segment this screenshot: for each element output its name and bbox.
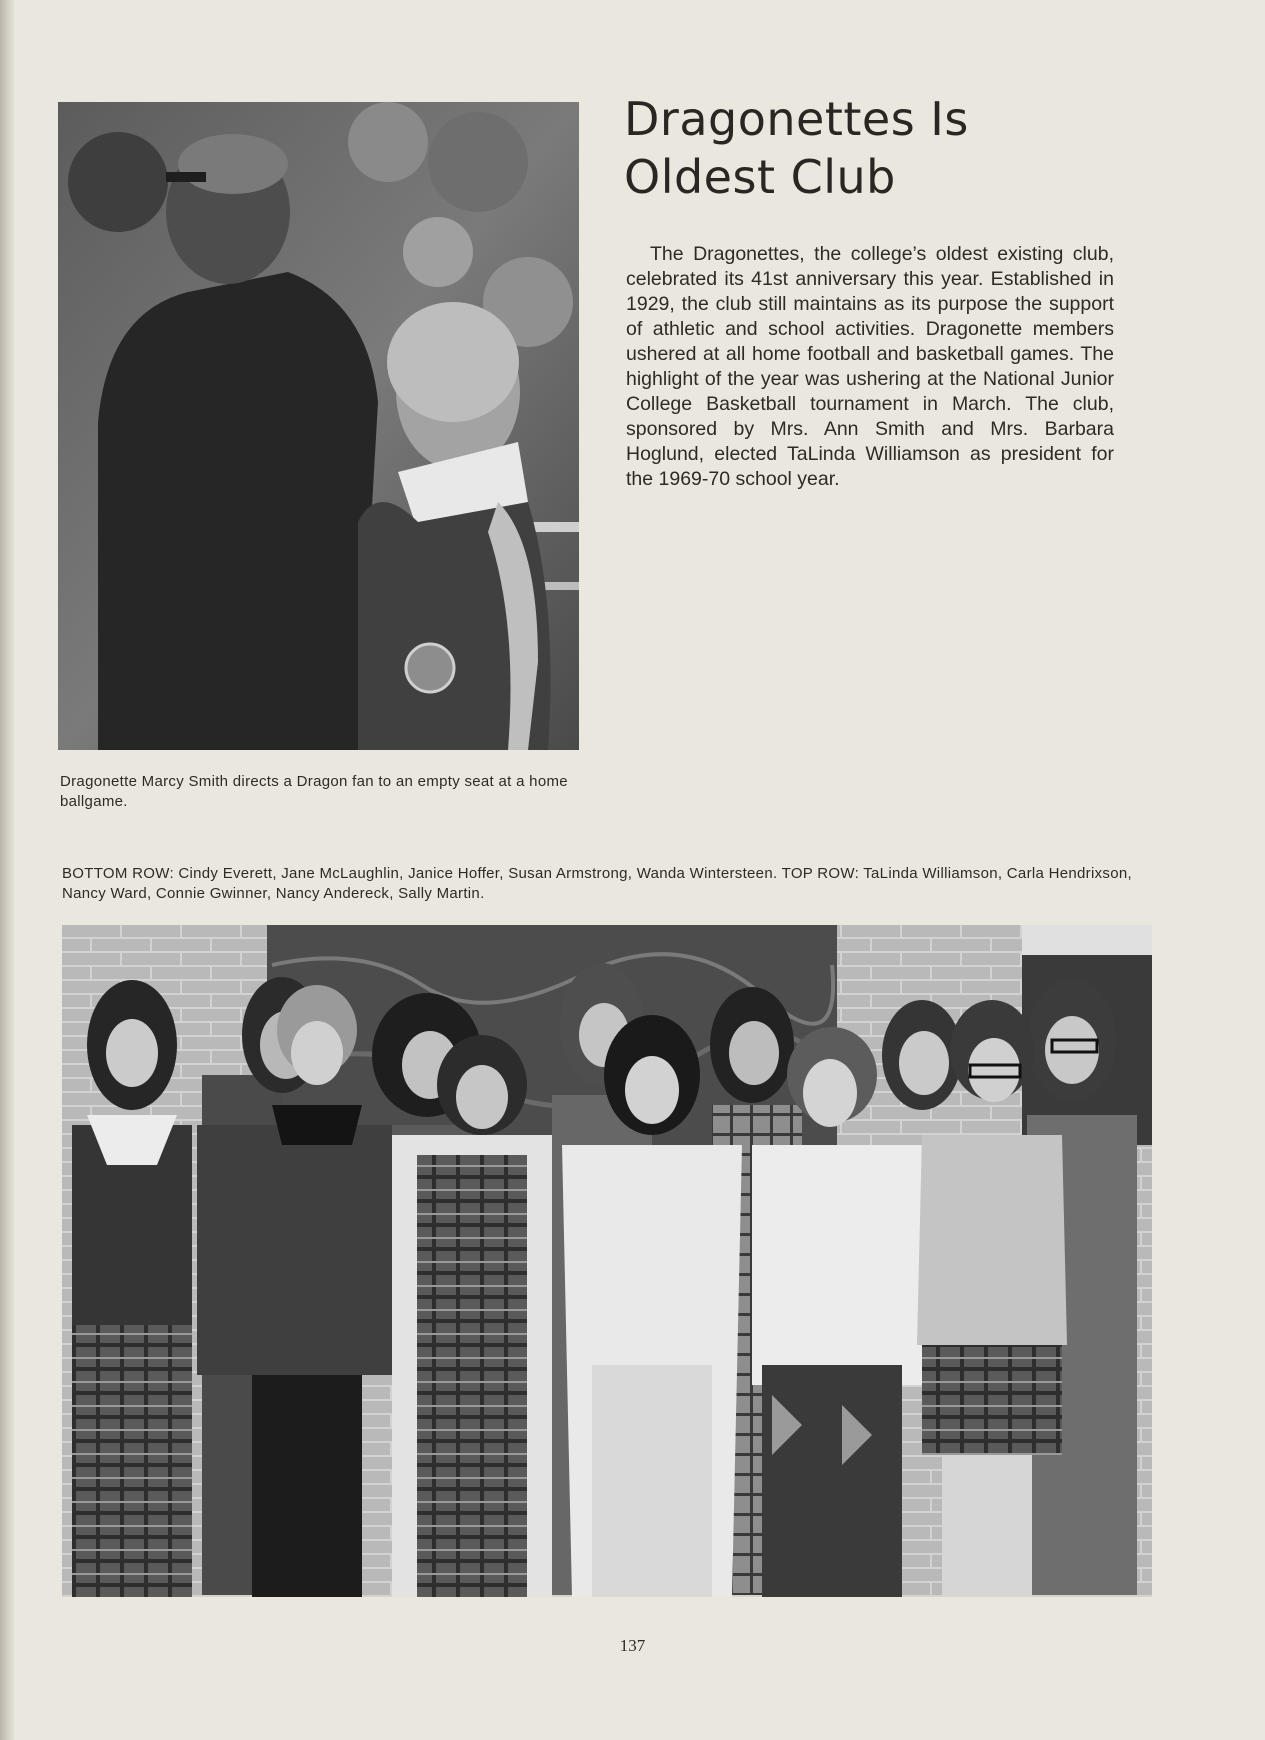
article-body: The Dragonettes, the college’s oldest existing club, celebrated its 41st anniversary this year. Established in 1929, the club still maintains as its purpose the support of athletic and school activities. Dragonette members ushered at all home football and basketball games. The highlight of the year was ushering at the National Junior College Basketball tournament in March. The club, sponsored by Mrs. Ann Smith and Mrs. Barbara Hoglund, elected TaLinda Williamson as president for the 1969-70 school year.	[626, 243, 1114, 490]
usher-photo-caption: Dragonette Marcy Smith directs a Dragon fan to an empty seat at a home ballgame.	[60, 773, 568, 810]
headline-line-1: Dragonettes Is	[624, 92, 969, 146]
usher-photo	[58, 102, 579, 750]
page-spine-shadow	[0, 0, 14, 1740]
article-headline	[624, 90, 1184, 206]
group-photo	[62, 925, 1152, 1597]
headline-line-2: Oldest Club	[624, 150, 896, 204]
group-photo-image	[62, 925, 1152, 1597]
page-number: 137	[619, 1636, 646, 1655]
usher-photo-image	[58, 102, 579, 750]
group-photo-caption: BOTTOM ROW: Cindy Everett, Jane McLaughlin, Janice Hoffer, Susan Armstrong, Wanda Wintersteen. TOP ROW: TaLinda Williamson, Carla Hendrixson, Nancy Ward, Connie Gwinner, Nancy Andereck, Sally Martin.	[62, 865, 1132, 902]
